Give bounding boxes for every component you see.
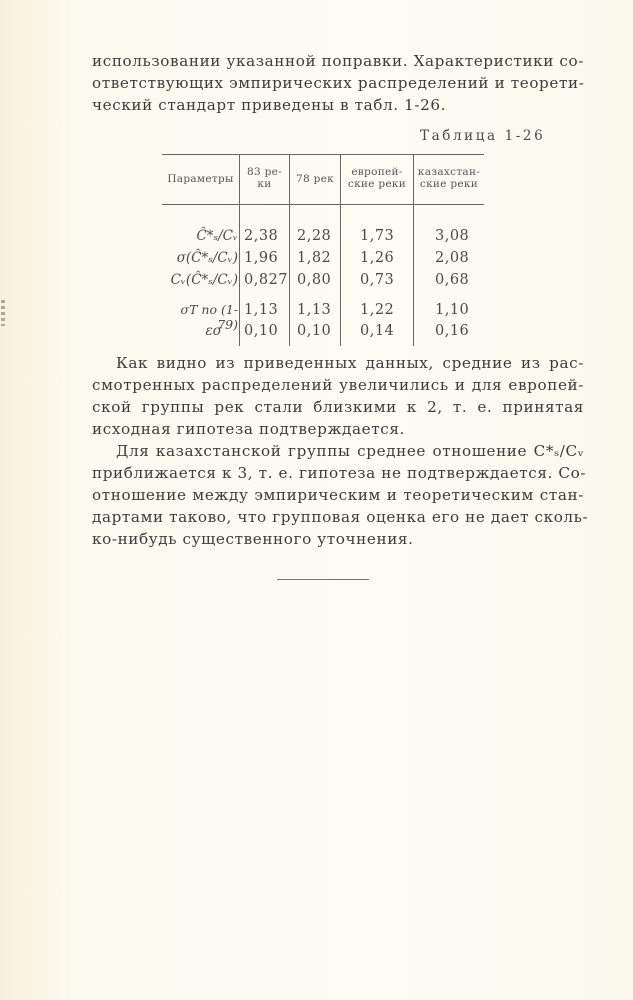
paragraph-2	[92, 352, 584, 440]
text-line: ответствующих эмпирических распределений и теорети-	[92, 74, 585, 92]
text-line: ской группы рек стали близкими к 2, т. е. принятая	[92, 398, 584, 416]
row-param: Ĉ*ₛ/Cᵥ	[196, 228, 238, 244]
cell: 1,10	[435, 302, 470, 318]
cell: 0,73	[360, 272, 395, 288]
text-line: использовании указанной поправки. Характеристики со-	[92, 52, 585, 70]
header-83-rivers: 83 ре- ки	[247, 166, 282, 190]
row-param: σ(Ĉ*ₛ/Cᵥ)	[176, 250, 238, 266]
cell: 2,38	[244, 228, 279, 244]
table-top-rule	[162, 154, 484, 155]
row-param: εσ	[205, 323, 222, 339]
cell: 0,10	[297, 323, 332, 339]
text-line: Как видно из приведенных данных, средние из рас-	[116, 354, 584, 372]
paragraph-1	[92, 50, 584, 116]
table-caption: Таблица 1-26	[420, 128, 546, 144]
cell: 0,68	[435, 272, 470, 288]
cell: 1,13	[297, 302, 332, 318]
text-line: Для казахстанской группы среднее отношение C*ₛ/Cᵥ	[116, 442, 584, 460]
section-end-rule	[277, 579, 369, 580]
cell: 1,73	[360, 228, 395, 244]
row-param: Cᵥ(Ĉ*ₛ/Cᵥ)	[170, 272, 238, 288]
text-line: отношение между эмпирическим и теоретическим стан-	[92, 486, 584, 504]
text-line: дартами таково, что групповая оценка его не дает сколь-	[92, 508, 589, 526]
text-line: исходная гипотеза подтверждается.	[92, 420, 405, 438]
cell: 2,28	[297, 228, 332, 244]
text-line: ческий стандарт приведены в табл. 1-26.	[92, 96, 447, 114]
cell: 3,08	[435, 228, 470, 244]
cell: 0,10	[244, 323, 279, 339]
cell: 1,96	[244, 250, 279, 266]
header-kazakhstan-rivers: казахстан- ские реки	[417, 166, 481, 190]
header-european-rivers: европей- ские реки	[347, 166, 407, 190]
cell: 1,13	[244, 302, 279, 318]
cell: 0,16	[435, 323, 470, 339]
cell: 1,26	[360, 250, 395, 266]
text-line: приближается к 3, т. е. гипотеза не подтверждается. Со-	[92, 464, 587, 482]
paragraph-3	[92, 440, 589, 550]
header-parameters: Параметры	[167, 173, 234, 185]
row-param: σT по (1-79)	[180, 302, 238, 332]
header-78-rivers: 78 рек	[296, 173, 334, 185]
text-line: смотренных распределений увеличились и для европей-	[92, 376, 584, 394]
table-header-rule	[162, 204, 484, 205]
cell: 0,80	[297, 272, 332, 288]
cell: 0,14	[360, 323, 395, 339]
margin-mark	[1, 300, 5, 326]
text-line: ко-нибудь существенного уточнения.	[92, 530, 414, 548]
cell: 1,22	[360, 302, 395, 318]
cell: 2,08	[435, 250, 470, 266]
cell: 1,82	[297, 250, 332, 266]
cell: 0,827	[244, 272, 289, 288]
